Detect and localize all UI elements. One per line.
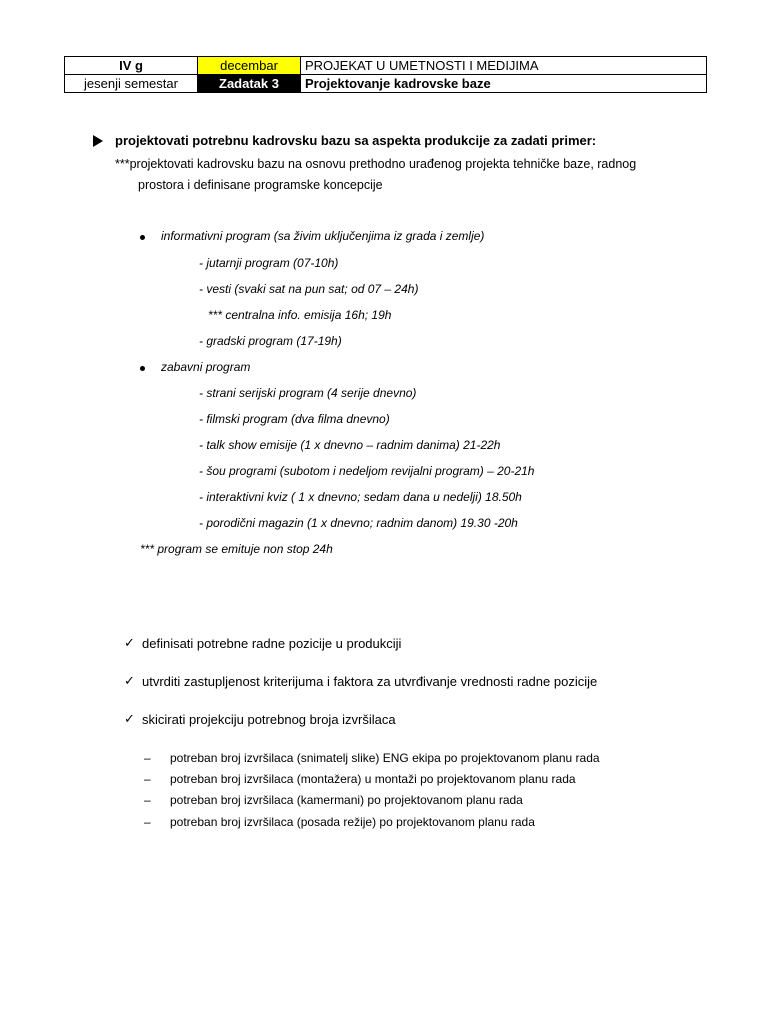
program-footnote: *** program se emituje non stop 24h bbox=[140, 542, 333, 556]
entertainment-program-title: zabavni program bbox=[161, 360, 251, 374]
program-item: - filmski program (dva filma dnevno) bbox=[199, 412, 390, 426]
program-item: - talk show emisije (1 x dnevno – radnim danima) 21-22h bbox=[199, 438, 501, 452]
checklist-item-text: skicirati projekciju potrebnog broja izvršilaca bbox=[142, 711, 396, 727]
dash-list-item bbox=[144, 793, 523, 807]
semester-cell: jesenji semestar bbox=[65, 75, 198, 93]
dash-list-item bbox=[144, 751, 600, 765]
dash-icon: – bbox=[144, 793, 151, 807]
program-item: - gradski program (17-19h) bbox=[199, 334, 342, 348]
course-title-cell: PROJEKAT U UMETNOSTI I MEDIJIMA bbox=[301, 57, 707, 75]
dash-list-item bbox=[144, 815, 535, 829]
check-icon: ✓ bbox=[124, 673, 135, 688]
main-task bbox=[93, 133, 596, 148]
dash-icon: – bbox=[144, 772, 151, 786]
dash-list-item-text: potreban broj izvršilaca (posada režije) po projektovanom planu rada bbox=[170, 815, 535, 829]
main-task-text: projektovati potrebnu kadrovsku bazu sa aspekta produkcije za zadati primer: bbox=[115, 133, 597, 148]
informative-program-title: informativni program (sa živim uključenjima iz grada i zemlje) bbox=[161, 229, 485, 243]
program-item: - strani serijski program (4 serije dnevno) bbox=[199, 386, 417, 400]
checklist-item bbox=[124, 673, 597, 689]
dash-list-item-text: potreban broj izvršilaca (montažera) u montaži po projektovanom planu rada bbox=[170, 772, 576, 786]
checklist-item-text: definisati potrebne radne pozicije u produkciji bbox=[142, 635, 402, 651]
program-item: *** centralna info. emisija 16h; 19h bbox=[208, 308, 392, 322]
dash-list-item-text: potreban broj izvršilaca (snimatelj slike) ENG ekipa po projektovanom planu rada bbox=[170, 751, 600, 765]
header-row-1 bbox=[65, 57, 707, 75]
program-item: - šou programi (subotom i nedeljom revijalni program) – 20-21h bbox=[199, 464, 535, 478]
dash-list-item-text: potreban broj izvršilaca (kamermani) po projektovanom planu rada bbox=[170, 793, 523, 807]
dash-icon: – bbox=[144, 815, 151, 829]
program-item: - vesti (svaki sat na pun sat; od 07 – 24h) bbox=[199, 282, 419, 296]
assignment-title-cell: Projektovanje kadrovske baze bbox=[301, 75, 707, 93]
check-icon: ✓ bbox=[124, 635, 135, 650]
dash-icon: – bbox=[144, 751, 151, 765]
class-year-cell: IV g bbox=[65, 57, 198, 75]
checklist-item bbox=[124, 635, 401, 651]
task-note bbox=[115, 154, 675, 196]
arrow-bullet-icon bbox=[93, 135, 103, 147]
header-row-2 bbox=[65, 75, 707, 93]
program-item: - porodični magazin (1 x dnevno; radnim danom) 19.30 -20h bbox=[199, 516, 518, 530]
program-item: - interaktivni kviz ( 1 x dnevno; sedam dana u nedelji) 18.50h bbox=[199, 490, 522, 504]
month-cell: decembar bbox=[198, 57, 301, 75]
assignment-number-cell: Zadatak 3 bbox=[198, 75, 301, 93]
program-item: - jutarnji program (07-10h) bbox=[199, 256, 339, 270]
check-icon: ✓ bbox=[124, 711, 135, 726]
checklist-item-text: utvrditi zastupljenost kriterijuma i faktora za utvrđivanje vrednosti radne pozicije bbox=[142, 673, 598, 689]
bullet-dot-icon bbox=[140, 235, 145, 240]
dash-list-item bbox=[144, 772, 576, 786]
header-table bbox=[64, 56, 707, 93]
bullet-dot-icon bbox=[140, 366, 145, 371]
task-note-line-1: ***projektovati kadrovsku bazu na osnovu prethodno urađenog projekta tehničke baze, radnog bbox=[115, 157, 637, 171]
checklist-item bbox=[124, 711, 396, 727]
task-note-line-2: prostora i definisane programske koncepcije bbox=[138, 178, 383, 192]
